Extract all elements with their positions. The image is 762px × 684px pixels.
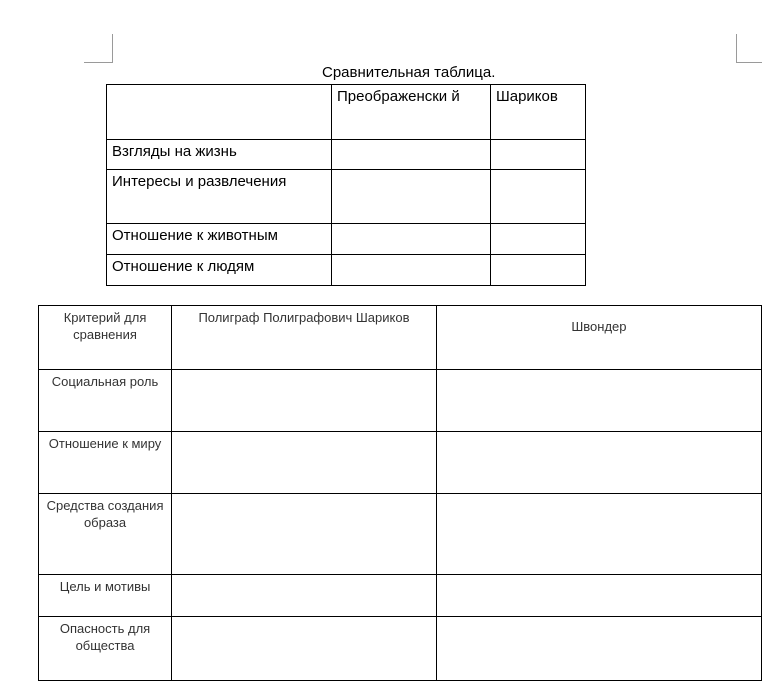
data-cell[interactable] bbox=[491, 170, 586, 224]
comparison-table-2 bbox=[38, 305, 762, 681]
data-cell[interactable] bbox=[436, 432, 761, 494]
header-cell-preobrazhensky[interactable]: Преображенски й bbox=[332, 85, 491, 140]
header-cell-criterion[interactable]: Критерий для сравнения bbox=[39, 306, 172, 370]
table-row bbox=[39, 494, 762, 575]
table-row bbox=[39, 432, 762, 494]
header-cell-empty[interactable] bbox=[107, 85, 332, 140]
table-header-row bbox=[107, 85, 586, 140]
data-cell[interactable] bbox=[491, 255, 586, 286]
page-corner-mark-left bbox=[84, 34, 113, 63]
table-row bbox=[39, 617, 762, 681]
row-label-cell[interactable]: Отношение к животным bbox=[107, 224, 332, 255]
table-row bbox=[107, 170, 586, 224]
data-cell[interactable] bbox=[436, 617, 761, 681]
header-cell-sharikov[interactable]: Шариков bbox=[491, 85, 586, 140]
table-row bbox=[107, 224, 586, 255]
header-cell-shvonder[interactable]: Швондер bbox=[436, 306, 761, 370]
data-cell[interactable] bbox=[172, 494, 437, 575]
row-label-cell[interactable]: Цель и мотивы bbox=[39, 575, 172, 617]
data-cell[interactable] bbox=[332, 170, 491, 224]
data-cell[interactable] bbox=[332, 224, 491, 255]
data-cell[interactable] bbox=[172, 432, 437, 494]
data-cell[interactable] bbox=[436, 494, 761, 575]
data-cell[interactable] bbox=[172, 617, 437, 681]
row-label-cell[interactable]: Средства создания образа bbox=[39, 494, 172, 575]
table-row bbox=[39, 575, 762, 617]
data-cell[interactable] bbox=[172, 575, 437, 617]
row-label-cell[interactable]: Социальная роль bbox=[39, 370, 172, 432]
row-label-cell[interactable]: Интересы и развлечения bbox=[107, 170, 332, 224]
table-row bbox=[107, 140, 586, 170]
page-corner-mark-right bbox=[736, 34, 762, 63]
row-label-cell[interactable]: Опасность для общества bbox=[39, 617, 172, 681]
data-cell[interactable] bbox=[332, 140, 491, 170]
data-cell[interactable] bbox=[491, 224, 586, 255]
table1-title: Сравнительная таблица. bbox=[322, 64, 496, 81]
table-row bbox=[39, 370, 762, 432]
row-label-cell[interactable]: Отношение к миру bbox=[39, 432, 172, 494]
table-header-row bbox=[39, 306, 762, 370]
row-label-cell[interactable]: Взгляды на жизнь bbox=[107, 140, 332, 170]
comparison-table-1 bbox=[106, 84, 586, 286]
table-row bbox=[107, 255, 586, 286]
data-cell[interactable] bbox=[172, 370, 437, 432]
data-cell[interactable] bbox=[491, 140, 586, 170]
data-cell[interactable] bbox=[332, 255, 491, 286]
row-label-cell[interactable]: Отношение к людям bbox=[107, 255, 332, 286]
header-cell-sharikov[interactable]: Полиграф Полиграфович Шариков bbox=[172, 306, 437, 370]
data-cell[interactable] bbox=[436, 575, 761, 617]
data-cell[interactable] bbox=[436, 370, 761, 432]
